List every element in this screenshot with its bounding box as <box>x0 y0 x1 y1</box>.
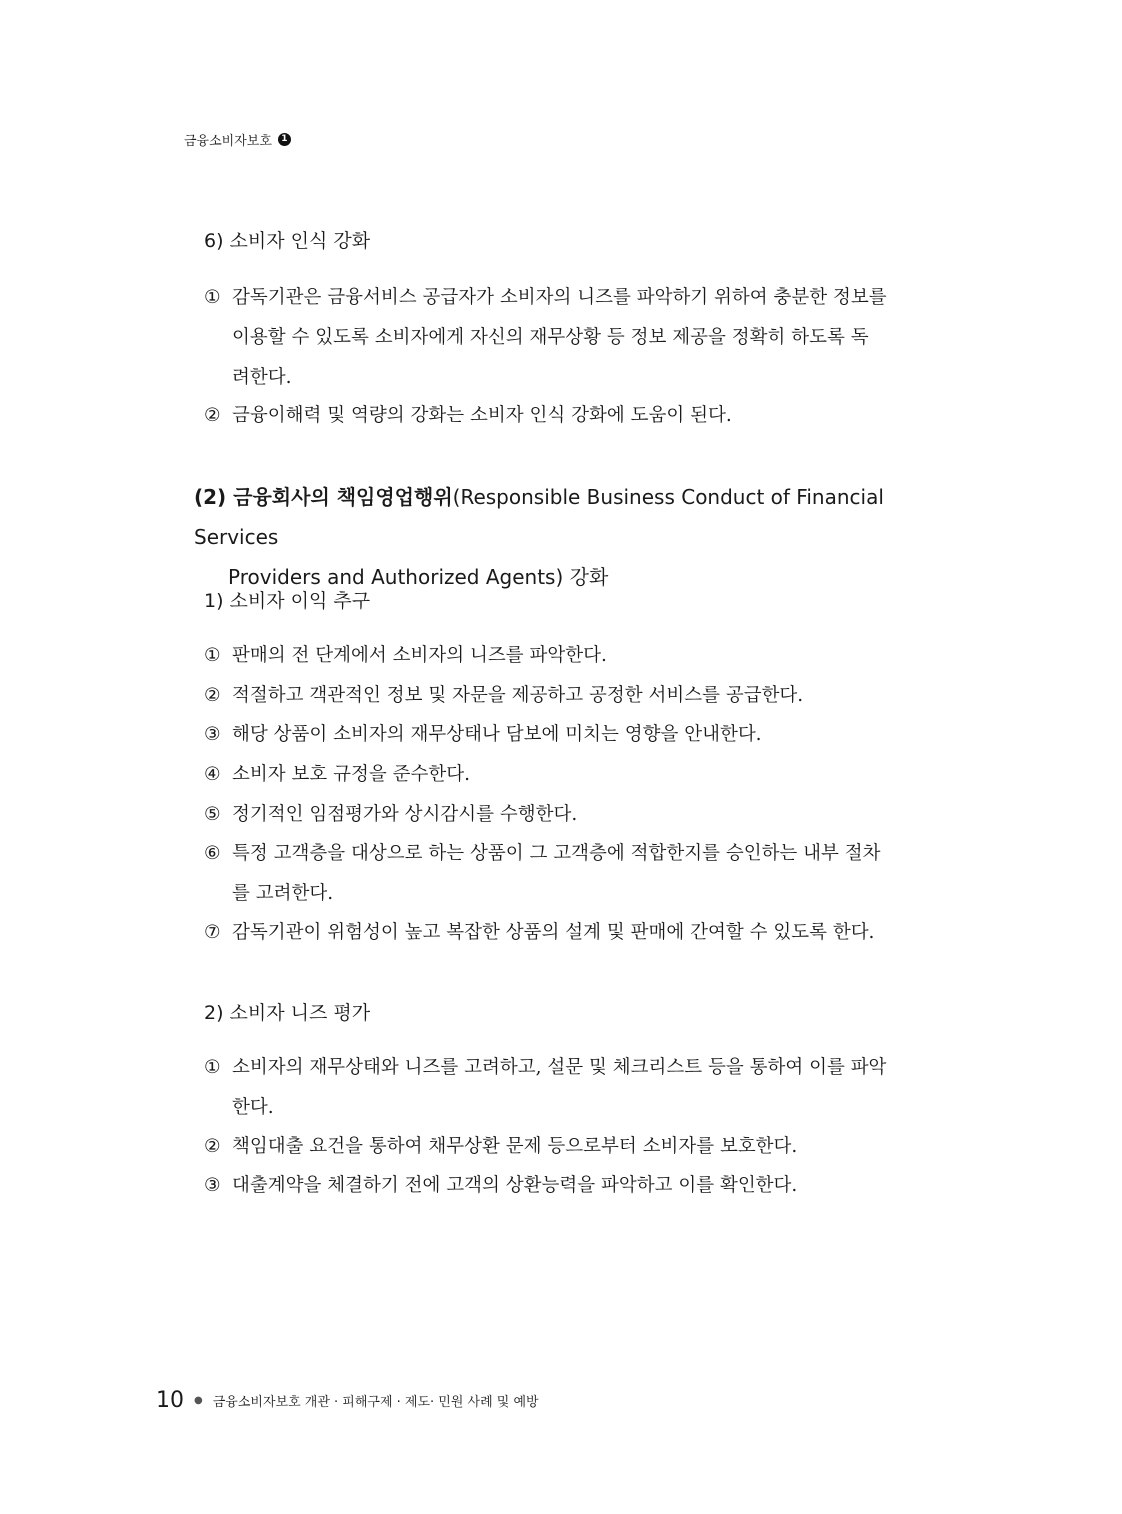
item-text-continued: 려한다. <box>232 367 292 388</box>
running-header <box>184 130 291 149</box>
subsection-heading-1: 1) 소비자 이익 추구 <box>204 590 371 612</box>
section-heading-ko: (2) 금융회사의 책임영업행위 <box>194 485 453 509</box>
item-marker: ③ <box>204 1175 221 1196</box>
section-heading-line2: Providers and Authorized Agents) 강화 <box>228 565 609 589</box>
item-marker: ⑥ <box>204 843 221 864</box>
item-marker: ② <box>204 1136 221 1157</box>
list-item <box>204 636 940 676</box>
item-text: 해당 상품이 소비자의 재무상태나 담보에 미치는 영향을 안내한다. <box>232 724 762 745</box>
item-marker: ⑤ <box>204 804 221 825</box>
item-text: 특정 고객층을 대상으로 하는 상품이 그 고객층에 적합한지를 승인하는 내부 절차 <box>232 843 881 864</box>
item-text: 감독기관이 위험성이 높고 복잡한 상품의 설계 및 판매에 간여할 수 있도록 한다. <box>232 922 875 943</box>
footer-book-title: 금융소비자보호 개관 · 피해구제 · 제도· 민원 사례 및 예방 <box>212 1395 539 1410</box>
list-item <box>204 715 940 755</box>
item-marker: ④ <box>204 764 221 785</box>
item-marker: ① <box>204 1057 221 1078</box>
item-text: 판매의 전 단계에서 소비자의 니즈를 파악한다. <box>232 645 607 666</box>
subsection-heading-2: 2) 소비자 니즈 평가 <box>204 1002 371 1024</box>
item-marker: ① <box>204 287 221 308</box>
item-marker: ② <box>204 405 221 426</box>
list-item <box>204 676 940 716</box>
list-item <box>204 1048 940 1128</box>
item-text: 책임대출 요건을 통하여 채무상환 문제 등으로부터 소비자를 보호한다. <box>232 1136 798 1157</box>
section-heading-en: (Responsible Business Conduct of Financial Services <box>194 485 884 549</box>
item-text-continued: 한다. <box>232 1097 274 1118</box>
bullet-dot-icon: ● <box>194 1395 203 1406</box>
item-marker: ① <box>204 645 221 666</box>
item-text: 정기적인 임점평가와 상시감시를 수행한다. <box>232 804 578 825</box>
list-item <box>204 913 940 953</box>
list-item <box>204 1127 940 1167</box>
item-marker: ③ <box>204 724 221 745</box>
list-item <box>204 1166 940 1206</box>
list-item <box>204 834 940 914</box>
item-text: 감독기관은 금융서비스 공급자가 소비자의 니즈를 파악하기 위하여 충분한 정보를 <box>232 287 887 308</box>
item-text-continued: 를 고려한다. <box>232 883 334 904</box>
item-marker: ⑦ <box>204 922 221 943</box>
item-text-continued: 이용할 수 있도록 소비자에게 자신의 재무상황 등 정보 제공을 정확히 하도록 독 <box>232 327 869 348</box>
section-heading-2 <box>194 477 942 597</box>
item-text: 금융이해력 및 역량의 강화는 소비자 인식 강화에 도움이 된다. <box>232 405 732 426</box>
item-text: 소비자 보호 규정을 준수한다. <box>232 764 470 785</box>
item-text: 적절하고 객관적인 정보 및 자문을 제공하고 공정한 서비스를 공급한다. <box>232 685 804 706</box>
subsection-heading-6: 6) 소비자 인식 강화 <box>204 230 371 252</box>
item-text: 소비자의 재무상태와 니즈를 고려하고, 설문 및 체크리스트 등을 통하여 이를 파악 <box>232 1057 887 1078</box>
item-text: 대출계약을 체결하기 전에 고객의 상환능력을 파악하고 이를 확인한다. <box>232 1175 798 1196</box>
list-item <box>204 795 940 835</box>
list-item <box>204 396 940 436</box>
page-number: 10 <box>156 1388 184 1413</box>
running-title: 금융소비자보호 <box>184 134 272 149</box>
page-footer <box>156 1388 539 1413</box>
chapter-number-badge: 1 <box>278 133 291 146</box>
item-marker: ② <box>204 685 221 706</box>
list-item <box>204 755 940 795</box>
list-item <box>204 278 940 398</box>
